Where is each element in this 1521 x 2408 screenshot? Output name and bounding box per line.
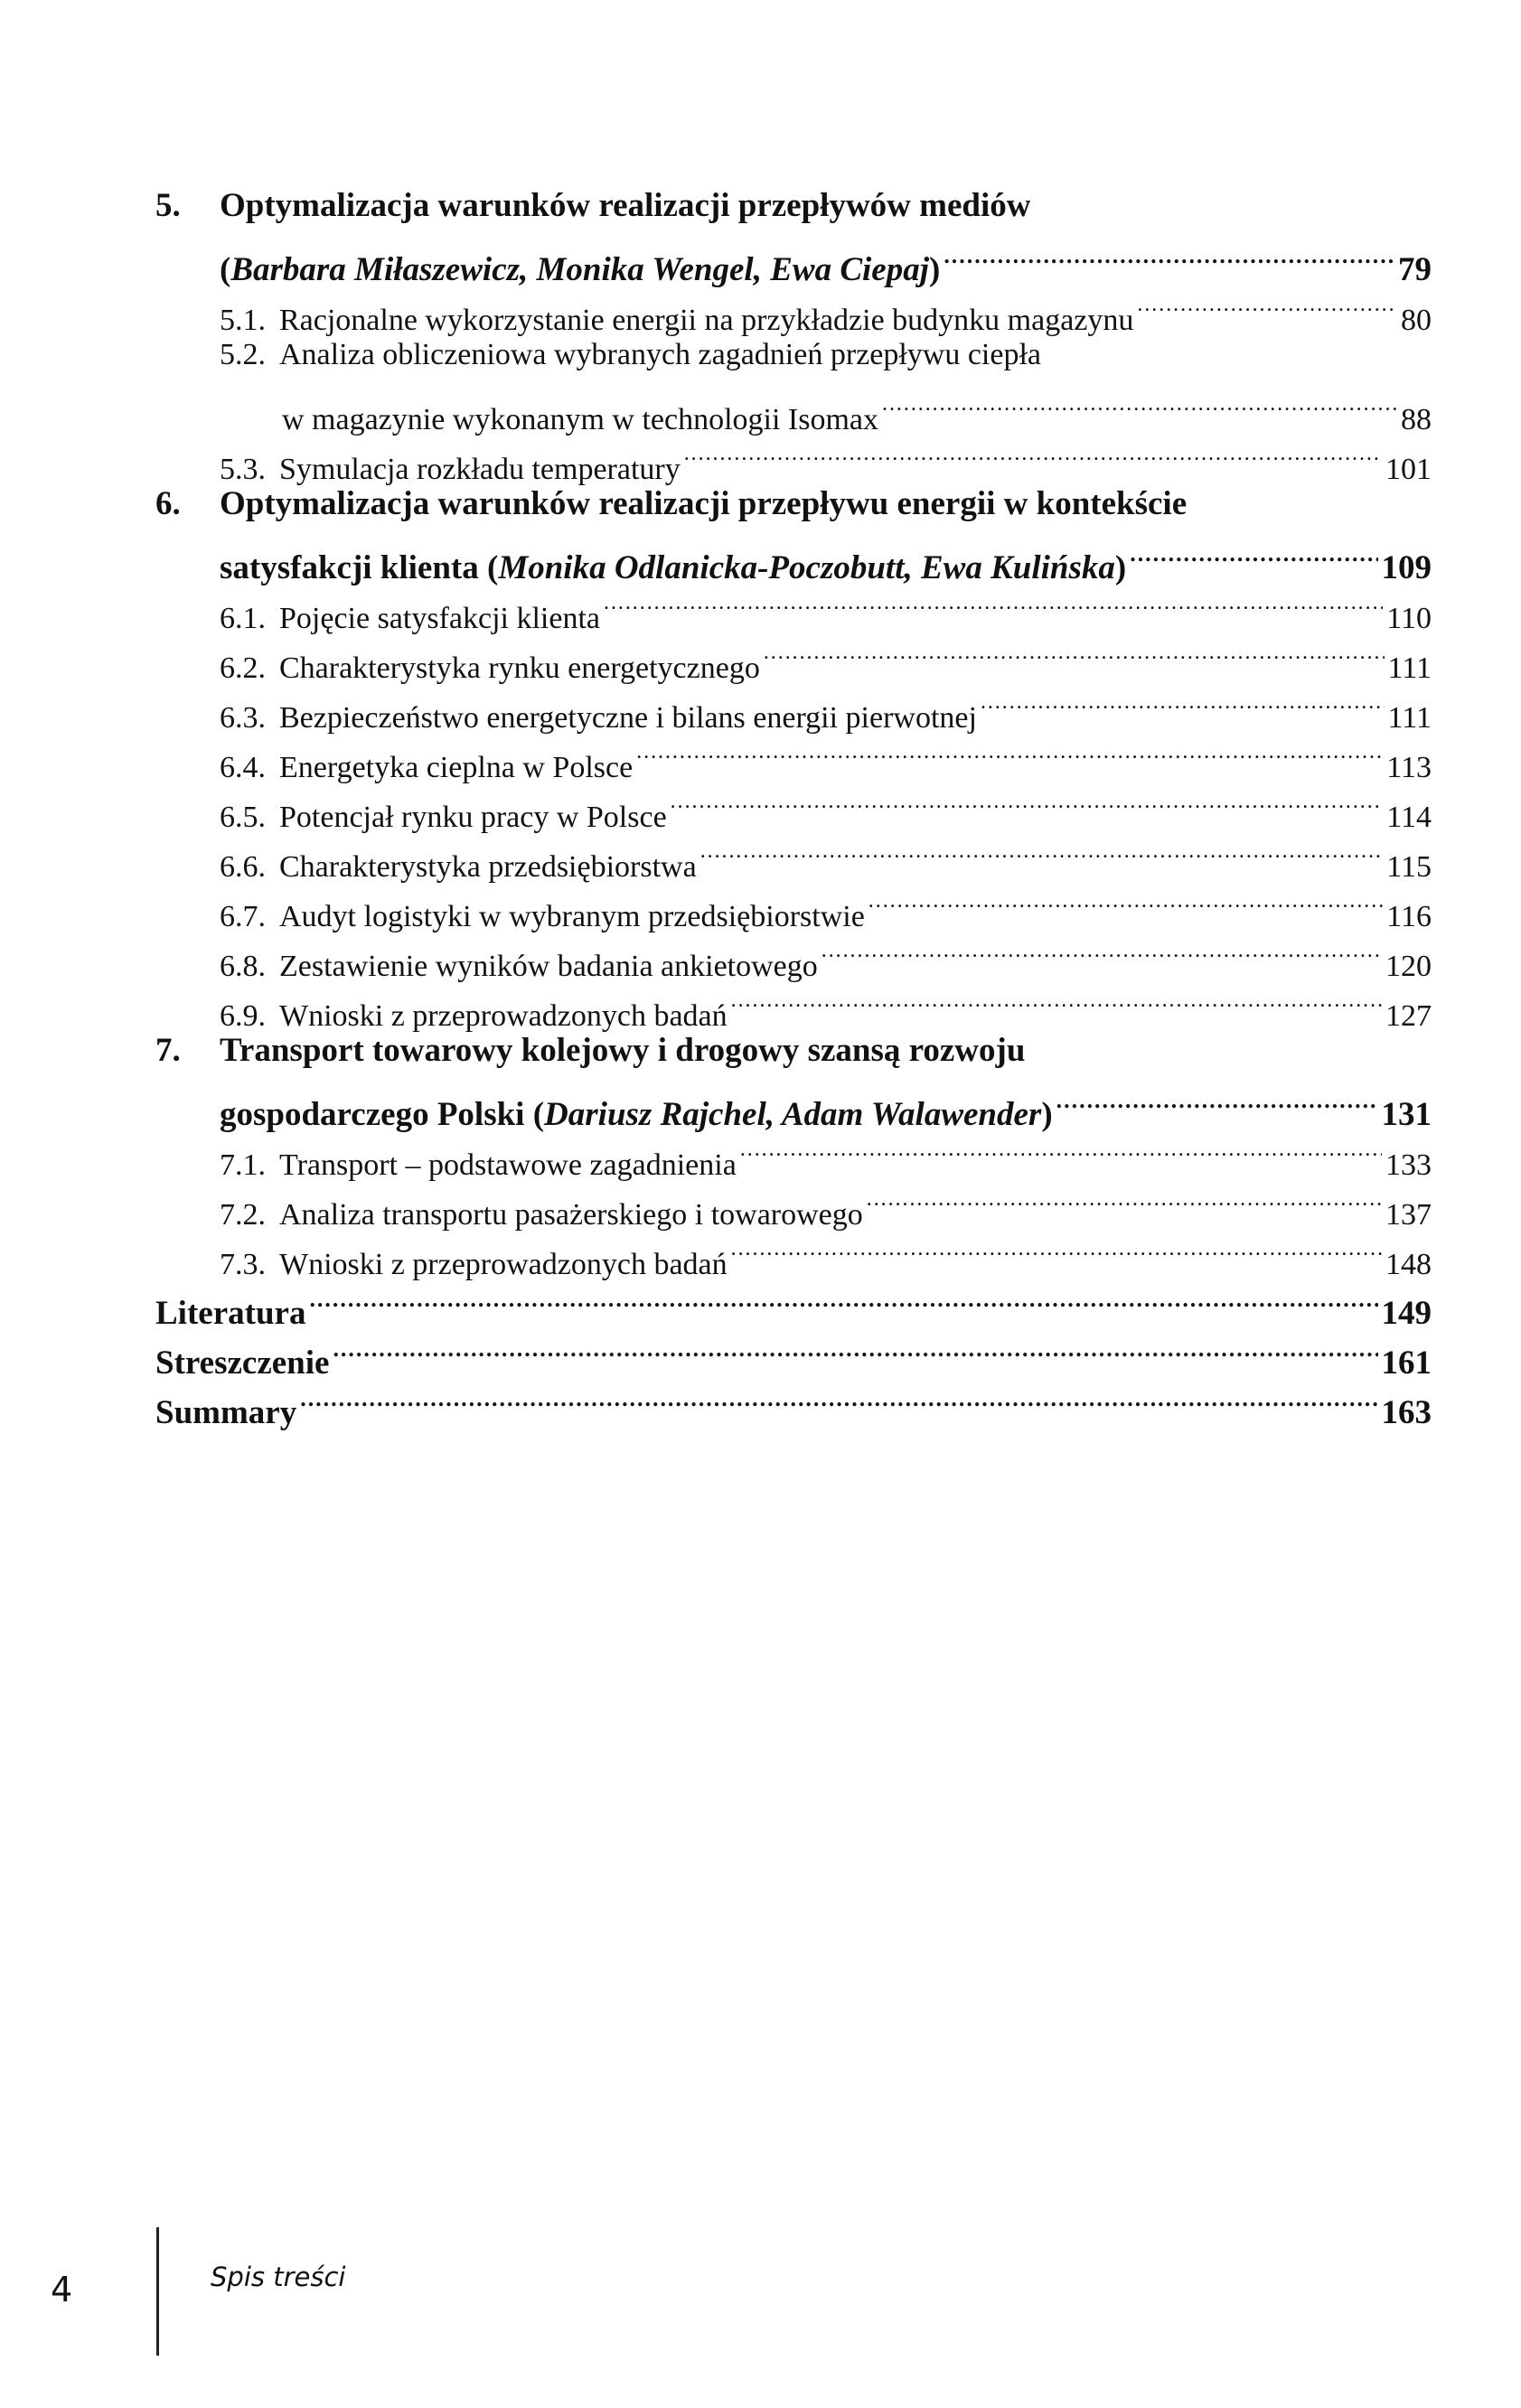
dot-leader (1130, 529, 1377, 578)
backmatter-title: Summary (155, 1394, 297, 1431)
page-number: 101 (1385, 453, 1432, 486)
page-number: 88 (1401, 403, 1432, 436)
chapter-title-cont: (Barbara Miłaszewicz, Monika Wengel, Ewa Ciepaj) (220, 251, 941, 288)
toc-chapter-entry[interactable] (155, 529, 1432, 586)
toc-section-entry[interactable] (155, 777, 1432, 834)
section-number: 5.3. (220, 453, 266, 486)
dot-leader (822, 926, 1382, 976)
section-title: Zestawienie wyników badania ankietowego (279, 950, 818, 983)
dot-leader (684, 429, 1382, 479)
section-title: Bezpieczeństwo energetyczne i bilans energii pierwotnej (279, 701, 977, 735)
dot-leader (731, 1224, 1382, 1274)
section-title: Wnioski z przeprowadzonych badań (279, 999, 728, 1033)
toc-section-entry[interactable] (155, 976, 1432, 1033)
table-of-contents (155, 181, 1432, 1431)
toc-section-entry[interactable] (155, 827, 1432, 884)
page-number: 116 (1386, 900, 1432, 933)
dot-leader (309, 1274, 1377, 1324)
page-number: 114 (1386, 801, 1432, 834)
section-number: 6.3. (220, 701, 266, 735)
page-number: 111 (1387, 651, 1432, 685)
section-number: 7.3. (220, 1248, 266, 1281)
section-number: 6.5. (220, 801, 266, 834)
footer-divider (156, 2227, 159, 2356)
chapter-number: 7. (155, 1032, 181, 1069)
chapter-authors: Monika Odlanicka-Poczobutt, Ewa Kulińska (498, 549, 1115, 586)
page-number: 110 (1386, 602, 1432, 635)
page-number: 163 (1381, 1394, 1432, 1431)
toc-section-entry[interactable] (155, 1224, 1432, 1281)
section-number: 5.2. (220, 338, 266, 371)
page-number: 113 (1386, 751, 1432, 784)
toc-section-entry[interactable] (155, 876, 1432, 933)
toc-section-entry[interactable] (155, 678, 1432, 735)
section-title: Energetyka cieplna w Polsce (279, 751, 634, 784)
section-number: 7.1. (220, 1148, 266, 1182)
section-title: Wnioski z przeprowadzonych badań (279, 1248, 728, 1281)
toc-chapter-heading (155, 181, 1432, 230)
dot-leader (731, 976, 1382, 1026)
running-footer-title: Spis treści (211, 2262, 346, 2292)
page-number: 149 (1381, 1295, 1432, 1332)
page-number: 120 (1385, 950, 1432, 983)
section-title: Symulacja rozkładu temperatury (279, 453, 681, 486)
toc-section-entry[interactable] (155, 578, 1432, 635)
dot-leader (867, 1175, 1382, 1224)
page-number: 109 (1381, 549, 1432, 586)
dot-leader (1056, 1075, 1378, 1125)
backmatter-title: Streszczenie (155, 1345, 330, 1382)
page-number: 111 (1387, 701, 1432, 735)
toc-section-entry[interactable] (155, 628, 1432, 685)
toc-section-heading[interactable] (155, 330, 1432, 379)
page-number: 131 (1381, 1096, 1432, 1133)
section-title: Transport – podstawowe zagadnienia (279, 1148, 737, 1182)
chapter-number: 5. (155, 187, 181, 224)
section-number: 6.8. (220, 950, 266, 983)
toc-section-entry[interactable] (155, 1175, 1432, 1232)
toc-backmatter-streszczenie[interactable] (155, 1324, 1432, 1382)
backmatter-title: Literatura (155, 1295, 306, 1332)
page-number: 115 (1386, 850, 1432, 884)
toc-section-entry[interactable] (155, 379, 1432, 436)
page-number: 161 (1381, 1345, 1432, 1382)
toc-chapter-entry[interactable] (155, 230, 1432, 288)
dot-leader (700, 827, 1384, 876)
toc-section-entry[interactable] (155, 1125, 1432, 1182)
section-title: Analiza obliczeniowa wybranych zagadnień przepływu ciepła (279, 338, 1042, 371)
section-title: Charakterystyka rynku energetycznego (279, 651, 760, 685)
toc-section-entry[interactable] (155, 926, 1432, 983)
toc-section-entry[interactable] (155, 727, 1432, 784)
section-number: 6.6. (220, 850, 266, 884)
section-title: Potencjał rynku pracy w Polsce (279, 801, 667, 834)
dot-leader (740, 1125, 1382, 1175)
chapter-title: Optymalizacja warunków realizacji przepływów mediów (220, 187, 1031, 224)
toc-backmatter-literatura[interactable] (155, 1274, 1432, 1332)
section-number: 6.9. (220, 999, 266, 1033)
page-number: 127 (1385, 999, 1432, 1033)
dot-leader (604, 578, 1383, 628)
page-number: 148 (1385, 1248, 1432, 1281)
page-number: 79 (1398, 251, 1432, 288)
folio-page-number: 4 (51, 2270, 73, 2310)
toc-section-entry[interactable] (155, 429, 1432, 486)
section-title: Audyt logistyki w wybranym przedsiębiorstwie (279, 900, 865, 933)
page-number: 137 (1385, 1198, 1432, 1232)
section-number: 7.2. (220, 1198, 266, 1232)
toc-chapter-entry[interactable] (155, 1075, 1432, 1133)
section-title: Charakterystyka przedsiębiorstwa (279, 850, 697, 884)
page-number: 133 (1385, 1148, 1432, 1182)
section-number: 6.2. (220, 651, 266, 685)
section-title: Analiza transportu pasażerskiego i towarowego (279, 1198, 863, 1232)
section-number: 6.7. (220, 900, 266, 933)
dot-leader (944, 230, 1394, 280)
dot-leader (868, 876, 1383, 926)
toc-backmatter-summary[interactable] (155, 1373, 1432, 1431)
section-number: 6.4. (220, 751, 266, 784)
section-number: 5.1. (220, 304, 266, 337)
section-number: 6.1. (220, 602, 266, 635)
chapter-authors: Barbara Miłaszewicz, Monika Wengel, Ewa Ciepaj (230, 251, 929, 288)
toc-chapter-heading (155, 1026, 1432, 1075)
chapter-title-cont: gospodarczego Polski (Dariusz Rajchel, Adam Walawender) (220, 1096, 1053, 1133)
dot-leader (300, 1373, 1377, 1423)
dot-leader (636, 727, 1383, 777)
section-title-cont: w magazynie wykonanym w technologii Isomax (282, 403, 879, 436)
dot-leader (1137, 280, 1397, 330)
chapter-title: Transport towarowy kolejowy i drogowy szansą rozwoju (220, 1032, 1026, 1069)
toc-section-entry[interactable] (155, 280, 1432, 337)
chapter-title: Optymalizacja warunków realizacji przepływu energii w kontekście (220, 485, 1188, 522)
section-title: Pojęcie satysfakcji klienta (279, 602, 600, 635)
section-title: Racjonalne wykorzystanie energii na przykładzie budynku magazynu (279, 304, 1134, 337)
chapter-authors: Dariusz Rajchel, Adam Walawender (544, 1096, 1042, 1133)
dot-leader (764, 628, 1385, 678)
dot-leader (333, 1324, 1377, 1373)
toc-chapter-heading (155, 479, 1432, 529)
dot-leader (882, 379, 1397, 429)
page-number: 80 (1401, 304, 1432, 337)
dot-leader (981, 678, 1385, 727)
dot-leader (671, 777, 1384, 827)
chapter-title-cont: satysfakcji klienta (Monika Odlanicka-Poczobutt, Ewa Kulińska) (220, 549, 1127, 586)
chapter-number: 6. (155, 485, 181, 522)
